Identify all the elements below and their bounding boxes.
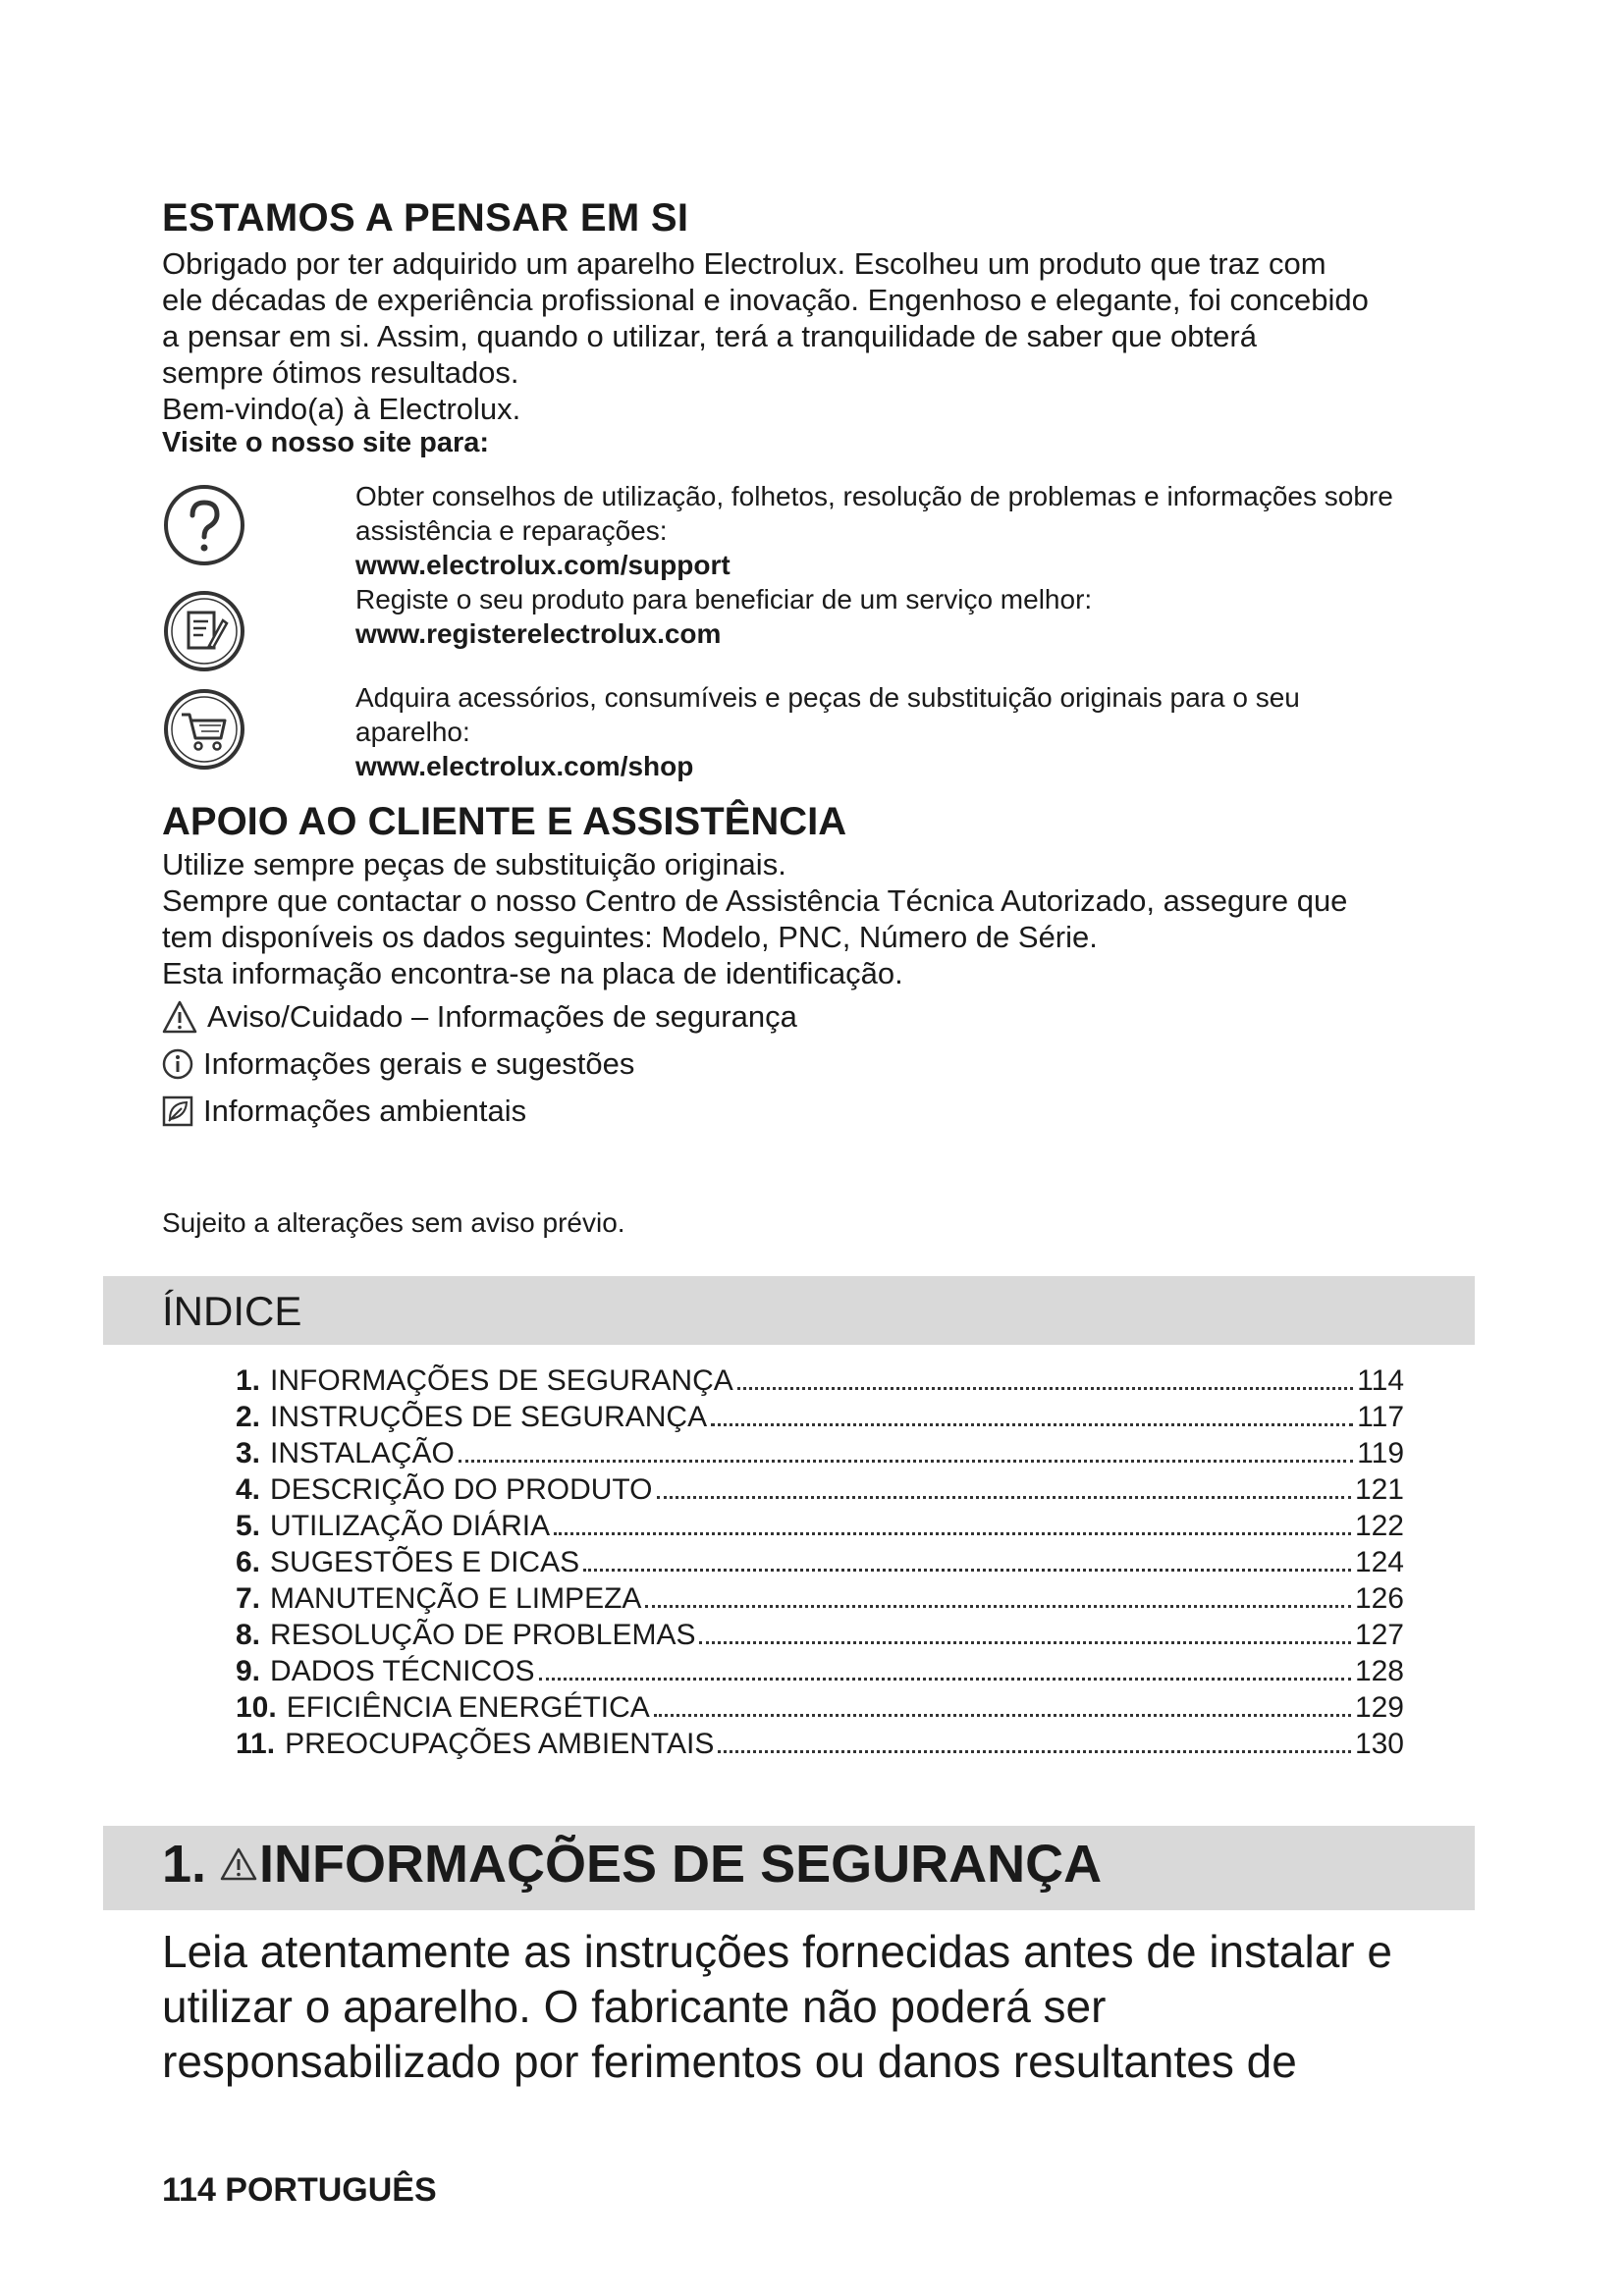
toc-title: DESCRIÇÃO DO PRODUTO xyxy=(270,1473,653,1506)
toc-page: 128 xyxy=(1354,1655,1404,1687)
toc-leader xyxy=(711,1423,1353,1426)
register-url-link[interactable]: www.registerelectrolux.com xyxy=(355,618,722,649)
toc-page: 127 xyxy=(1354,1619,1404,1651)
lead-line: Leia atentamente as instruções fornecidas antes de instalar e xyxy=(162,1926,1392,1977)
toc-title: UTILIZAÇÃO DIÁRIA xyxy=(270,1510,551,1542)
toc-number: 3. xyxy=(236,1437,261,1469)
safety-section-number: 1. xyxy=(162,1835,207,1894)
change-notice: Sujeito a alterações sem aviso prévio. xyxy=(162,1207,625,1238)
index-title: ÍNDICE xyxy=(162,1288,302,1334)
support-heading: APOIO AO CLIENTE E ASSISTÊNCIA xyxy=(162,800,847,843)
legend-info xyxy=(162,1046,634,1082)
support-line: Utilize sempre peças de substituição originais. xyxy=(162,847,786,881)
toc-title: EFICIÊNCIA ENERGÉTICA xyxy=(286,1691,650,1724)
toc-leader xyxy=(645,1605,1351,1608)
toc-page: 119 xyxy=(1357,1437,1404,1469)
toc-entry[interactable] xyxy=(236,1728,1404,1764)
toc-page: 117 xyxy=(1357,1401,1404,1433)
service-text-line: Adquira acessórios, consumíveis e peças de substituição originais para o seu xyxy=(355,682,1300,713)
toc-number: 5. xyxy=(236,1510,261,1542)
toc-page: 122 xyxy=(1354,1510,1404,1542)
welcome-line: ele décadas de experiência profissional e inovação. Engenhoso e elegante, foi concebido xyxy=(162,283,1369,317)
toc-page: 130 xyxy=(1354,1728,1404,1760)
toc-entry[interactable] xyxy=(236,1691,1404,1728)
toc-entry[interactable] xyxy=(236,1364,1404,1401)
toc-leader xyxy=(657,1496,1351,1499)
lead-line: utilizar o aparelho. O fabricante não poderá ser xyxy=(162,1981,1107,2032)
legend-warning xyxy=(162,999,797,1035)
toc-entry[interactable] xyxy=(236,1655,1404,1691)
service-text-line: aparelho: xyxy=(355,717,470,747)
legend-text: Aviso/Cuidado – Informações de segurança xyxy=(207,999,797,1034)
toc-number: 1. xyxy=(236,1364,261,1397)
toc-number: 9. xyxy=(236,1655,261,1687)
service-text-line: Registe o seu produto para beneficiar de um serviço melhor: xyxy=(355,584,1093,614)
page-footer: 114 PORTUGUÊS xyxy=(162,2171,437,2209)
toc-number: 10. xyxy=(236,1691,277,1724)
toc-title: PREOCUPAÇÕES AMBIENTAIS xyxy=(285,1728,715,1760)
support-line: Esta informação encontra-se na placa de identificação. xyxy=(162,956,903,990)
table-of-contents xyxy=(236,1364,1404,1764)
toc-number: 6. xyxy=(236,1546,261,1578)
service-register xyxy=(355,582,1092,651)
toc-leader xyxy=(699,1641,1350,1644)
safety-lead-paragraph xyxy=(162,1924,1478,2089)
toc-entry[interactable] xyxy=(236,1546,1404,1582)
toc-leader xyxy=(654,1714,1351,1717)
register-pen-icon xyxy=(162,589,246,673)
safety-section-title xyxy=(162,1834,1102,1895)
toc-title: INSTRUÇÕES DE SEGURANÇA xyxy=(270,1401,708,1433)
service-text-line: assistência e reparações: xyxy=(355,515,668,546)
environment-leaf-icon xyxy=(162,1095,193,1127)
welcome-paragraph xyxy=(162,245,1478,427)
legend-text: Informações ambientais xyxy=(203,1094,527,1128)
toc-title: RESOLUÇÃO DE PROBLEMAS xyxy=(270,1619,696,1651)
info-icon xyxy=(162,1048,193,1080)
toc-entry[interactable] xyxy=(236,1582,1404,1619)
welcome-line: Bem-vindo(a) à Electrolux. xyxy=(162,392,521,426)
legend-text: Informações gerais e sugestões xyxy=(203,1046,635,1081)
warning-triangle-icon xyxy=(162,1000,197,1034)
toc-number: 8. xyxy=(236,1619,261,1651)
toc-number: 4. xyxy=(236,1473,261,1506)
welcome-line: Obrigado por ter adquirido um aparelho Electrolux. Escolheu um produto que traz com xyxy=(162,246,1326,281)
toc-page: 129 xyxy=(1354,1691,1404,1724)
toc-title: INSTALAÇÃO xyxy=(270,1437,455,1469)
shopping-cart-icon xyxy=(162,687,246,772)
shop-url-link[interactable]: www.electrolux.com/shop xyxy=(355,751,694,781)
service-text-line: Obter conselhos de utilização, folhetos, resolução de problemas e informações sobre xyxy=(355,481,1393,511)
toc-page: 124 xyxy=(1354,1546,1404,1578)
warning-triangle-icon xyxy=(220,1847,257,1881)
toc-entry[interactable] xyxy=(236,1473,1404,1510)
toc-title: INFORMAÇÕES DE SEGURANÇA xyxy=(270,1364,733,1397)
service-support xyxy=(355,479,1393,582)
toc-title: MANUTENÇÃO E LIMPEZA xyxy=(270,1582,642,1615)
toc-page: 126 xyxy=(1354,1582,1404,1615)
toc-page: 114 xyxy=(1357,1364,1404,1397)
support-line: Sempre que contactar o nosso Centro de Assistência Técnica Autorizado, assegure que xyxy=(162,883,1348,918)
visit-label: Visite o nosso site para: xyxy=(162,427,490,458)
toc-entry[interactable] xyxy=(236,1437,1404,1473)
toc-entry[interactable] xyxy=(236,1510,1404,1546)
toc-title: DADOS TÉCNICOS xyxy=(270,1655,535,1687)
support-paragraph xyxy=(162,846,1478,991)
welcome-line: a pensar em si. Assim, quando o utilizar, terá a tranquilidade de saber que obterá xyxy=(162,319,1257,353)
toc-leader xyxy=(539,1678,1351,1681)
support-url-link[interactable]: www.electrolux.com/support xyxy=(355,550,731,580)
toc-leader xyxy=(737,1387,1353,1390)
toc-leader xyxy=(583,1569,1351,1572)
support-line: tem disponíveis os dados seguintes: Modelo, PNC, Número de Série. xyxy=(162,920,1098,954)
toc-entry[interactable] xyxy=(236,1401,1404,1437)
safety-section-label: INFORMAÇÕES DE SEGURANÇA xyxy=(259,1835,1103,1894)
toc-leader xyxy=(718,1750,1351,1753)
lead-line: responsabilizado por ferimentos ou danos resultantes de xyxy=(162,2036,1297,2087)
welcome-heading: ESTAMOS A PENSAR EM SI xyxy=(162,196,689,240)
toc-number: 2. xyxy=(236,1401,261,1433)
index-header-band xyxy=(103,1276,1475,1345)
welcome-line: sempre ótimos resultados. xyxy=(162,355,519,390)
service-shop xyxy=(355,680,1300,783)
legend-environment xyxy=(162,1094,526,1129)
toc-page: 121 xyxy=(1354,1473,1404,1506)
toc-entry[interactable] xyxy=(236,1619,1404,1655)
toc-number: 11. xyxy=(236,1728,276,1760)
toc-leader xyxy=(459,1460,1353,1463)
question-icon xyxy=(162,483,246,567)
toc-number: 7. xyxy=(236,1582,261,1615)
toc-title: SUGESTÕES E DICAS xyxy=(270,1546,580,1578)
toc-leader xyxy=(554,1532,1351,1535)
